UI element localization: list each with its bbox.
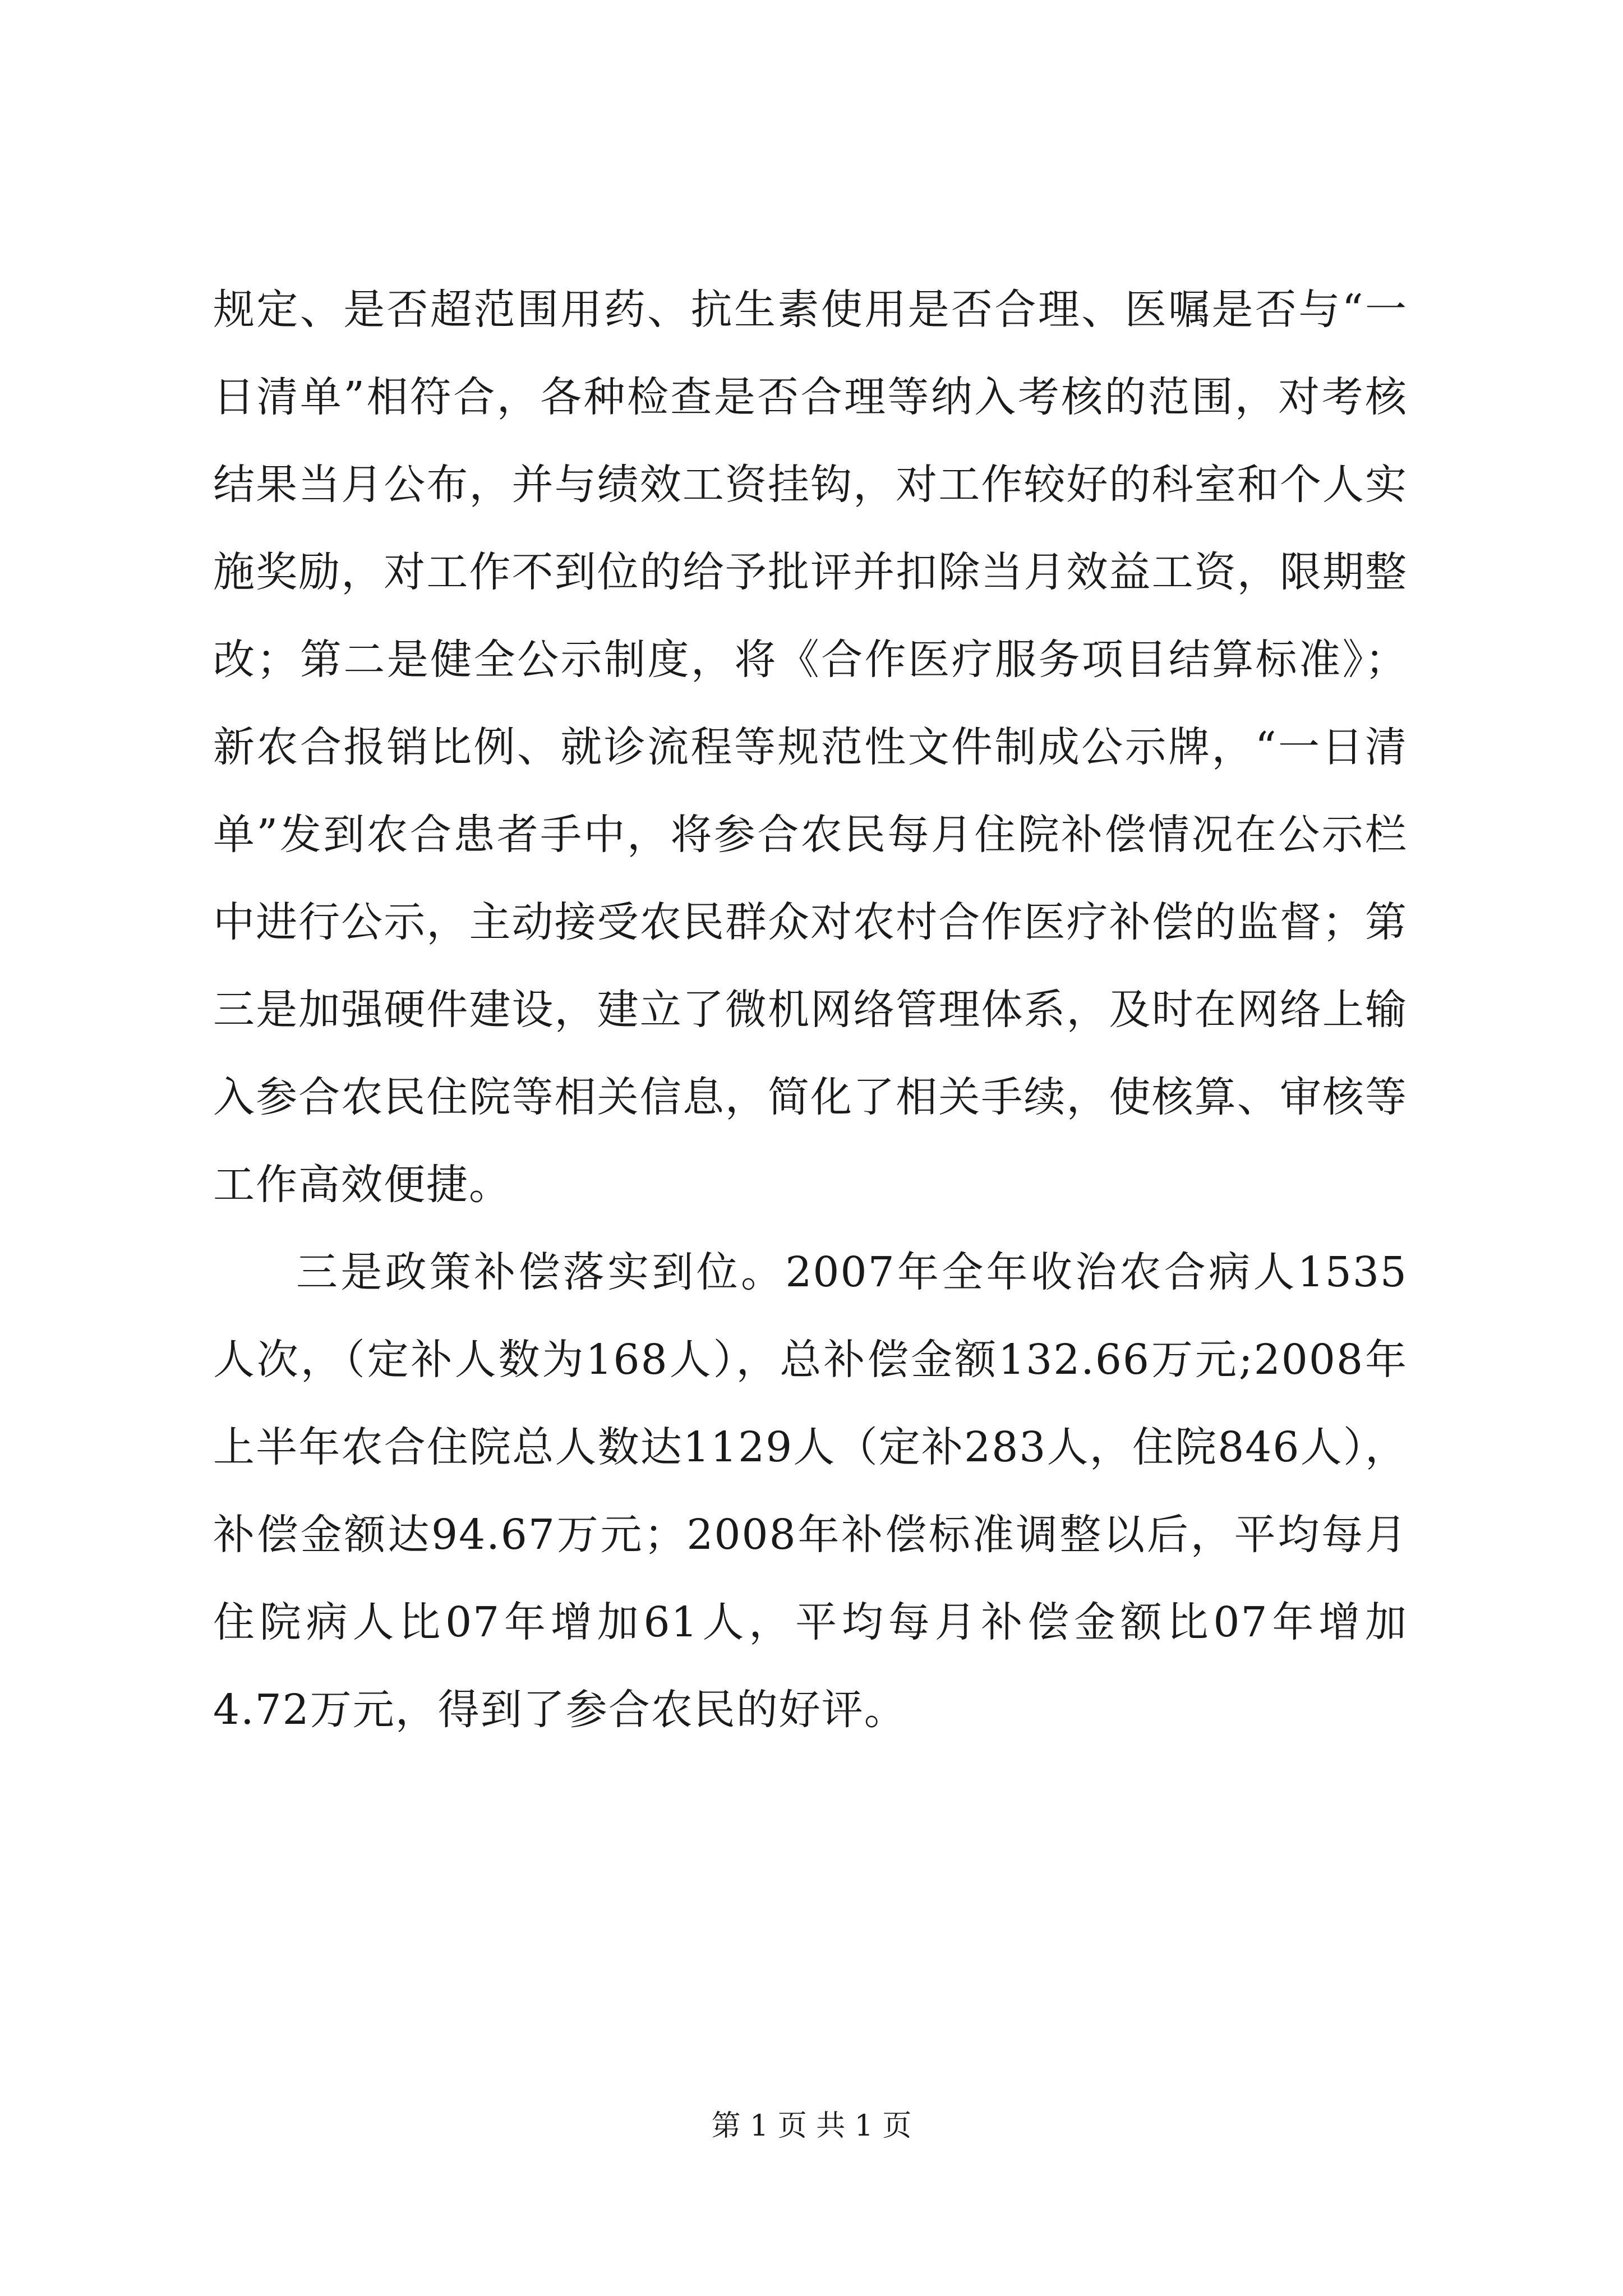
document-body [213,266,1408,1754]
paragraph-policy-compensation: 三是政策补偿落实到位。2007年全年收治农合病人1535人次，（定补人数为168人），总补偿金额132.66万元;2008年上半年农合住院总人数达1129人（定补283人，住院846人），补偿金额达94.67万元；2008年补偿标准调整以后，平均每月住院病人比07年增加61人，平均每月补偿金额比07年增加4.72万元，得到了参合农民的好评。 [213,1248,1408,1734]
page-footer: 第 1 页 共 1 页 [711,2109,912,2143]
paragraph-continued: 规定、是否超范围用药、抗生素使用是否合理、医嘱是否与“一日清单”相符合，各种检查是否合理等纳入考核的范围，对考核结果当月公布，并与绩效工资挂钩，对工作较好的科室和个人实施奖励，对工作不到位的给予批评并扣除当月效益工资，限期整改；第二是健全公示制度，将《合作医疗服务项目结算标准》；新农合报销比例、就诊流程等规范性文件制成公示牌，“一日清单”发到农合患者手中，将参合农民每月住院补偿情况在公示栏中进行公示，主动接受农民群众对农村合作医疗补偿的监督；第三是加强硬件建设，建立了微机网络管理体系，及时在网络上输入参合农民住院等相关信息，简化了相关手续，使核算、审核等工作高效便捷。 [213,286,1408,1209]
